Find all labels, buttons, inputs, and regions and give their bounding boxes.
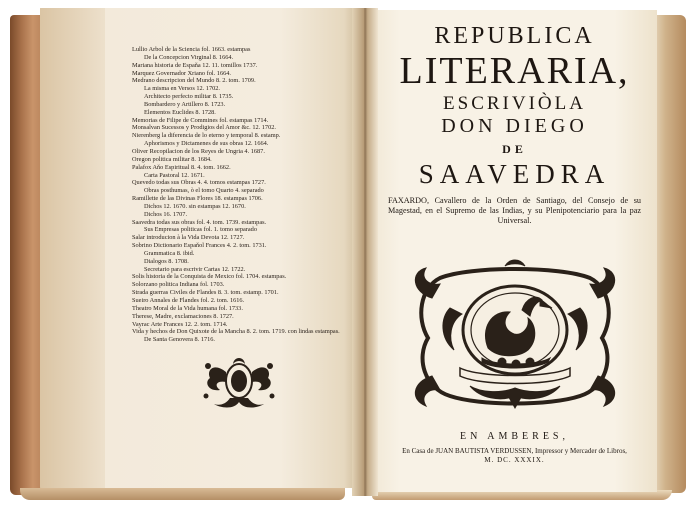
book-list-entry: Nierenberg la diferencia de lo eterno y temporal 8. estamp. [132,132,281,140]
book-list-entry: Grammatica 8. ibid. [144,249,195,257]
book-list-entry: De Santa Genovera 8. 1716. [144,336,215,344]
author-name: SAAVEDRA [418,159,611,189]
printer-device-emblem-icon [410,258,620,410]
title-line-4: DON DIEGO [441,115,588,137]
book-list-entry: Lullio Arbol de la Sciencia fol. 1663. estampas [132,46,251,53]
imprint-year: M. DC. XXXIX. [484,456,545,464]
book-list-entry: Saavedra todas sus obras fol. 4. tom. 1739. estampas. [132,218,267,226]
book-list-entry: Carta Pastoral 12. 1671. [144,171,205,179]
book-list-entry: De la Concepcion Virginal 8. 1664. [144,53,234,61]
book-list-entry: Dialogos 8. 1708. [144,257,189,265]
book-list-entry: Ramillette de las Divinas Flores 18. estampas 1706. [132,195,263,203]
book-list-entry: Elementos Euclides 8. 1728. [144,108,216,116]
book-list-entry: Aphorismos y Dictamenes de sus obras 12. 1664. [144,140,269,148]
left-page-shadow [40,8,105,488]
book-list-entry: Dichos 16. 1707. [144,210,188,218]
book-list-entry: Memorias de Filipe de Commines fol. estampas 1714. [132,116,269,124]
book-list-entry: Therese, Madre, exclamaciones 8. 1727. [132,312,234,320]
book-list-entry: Solis historia de la Conquista de Mexico fol. 1704. estampas. [132,273,287,281]
book-list-entry: Sus Empresas politicas fol. 1. tomo separado [144,226,257,234]
book-list-entry: Theatro Moral de la Vida humana fol. 1733. [132,304,243,312]
book-list-entry: Vida y hechos de Don Quixote de la Mancha 8. 2. tom. 1719. con lindas estampas. [132,328,340,336]
book-list-entry: Dichos 12. 1670. sin estampas 12. 1670. [144,202,246,210]
book-list-entry: Obras posthumas, ò el tomo Quarto 4. separado [144,187,264,195]
book-list-entry: Palafox Aňo Espiritual 8. 4. tom. 1662. [132,163,231,171]
ornament-icon [200,352,278,410]
title-line-3: ESCRIVIÒLA [443,93,586,114]
imprint-printer: En Casa de JUAN BAUTISTA VERDUSSEN, Impressor y Mercader de Libros, [402,447,627,455]
book-list-entry: Architecto perfecto militar 8. 1735. [144,93,234,101]
book-list-entry: Oliver Recopilacion de los Reyes de Ungria 4. 1687. [132,147,265,155]
book-list-entry: Marquez Governador Xriano fol. 1664. [132,69,231,77]
book-bottom-edge-left [20,488,345,500]
title-line-2: LITERARIA, [399,50,630,92]
book-list-entry: Bombardero y Artillero 8. 1723. [144,100,226,108]
book-fore-edge-right [652,15,686,493]
book-list-entry: Mariana historia de Espaňa 12. 11. tomillos 1737. [132,61,258,69]
title-page-heading [372,22,657,226]
author-subtitle: FAXARDO, Cavallero de la Orden de Santiago, del Consejo de su Magestad, en el Supremo de las Indias, y su Plenipotenciario para la paz Universal. [388,196,641,225]
book-list-entry: Secretario para escrivir Cartas 12. 1722. [144,265,246,273]
book-list-entry: Monsalvan Sucessos y Prodigios del Amor &c. 12. 1702. [132,124,276,132]
book-list-entry: Oregon politica militar 8. 1684. [132,155,212,163]
book-list-entry: Sueiro Annales de Flandes fol. 2. tom. 1616. [132,297,245,304]
title-line-5: DE [502,142,527,156]
book-list-entry: Salar introducion à la Vida Devota 12. 1727. [132,234,245,242]
title-line-1: REPUBLICA [434,23,595,49]
imprint [372,430,657,465]
book-list-entry: Vayrac Arte Frances 12. 2. tom. 1714. [132,320,228,328]
imprint-place: EN AMBERES, [459,431,569,442]
book-list-entry: Quevedo todas sus Obras 4. 4. tomos estampas 1727. [132,179,266,187]
book-list-entry: Medrano descripcion del Mundo 8. 2. tom. 1709. [132,77,256,85]
book-list-entry: La misma en Versos 12. 1702. [144,85,220,93]
book-list-entry: Solorzano politica Indiana fol. 1703. [132,281,225,289]
book-list-entry: Sobrino Dictionario Espaňol Frances 4. 2. tom. 1731. [132,242,267,250]
book-list-entry: Strada guerras Civiles de Flandes 8. 3. tom. estamp. 1701. [132,289,279,297]
book-list [132,46,357,344]
